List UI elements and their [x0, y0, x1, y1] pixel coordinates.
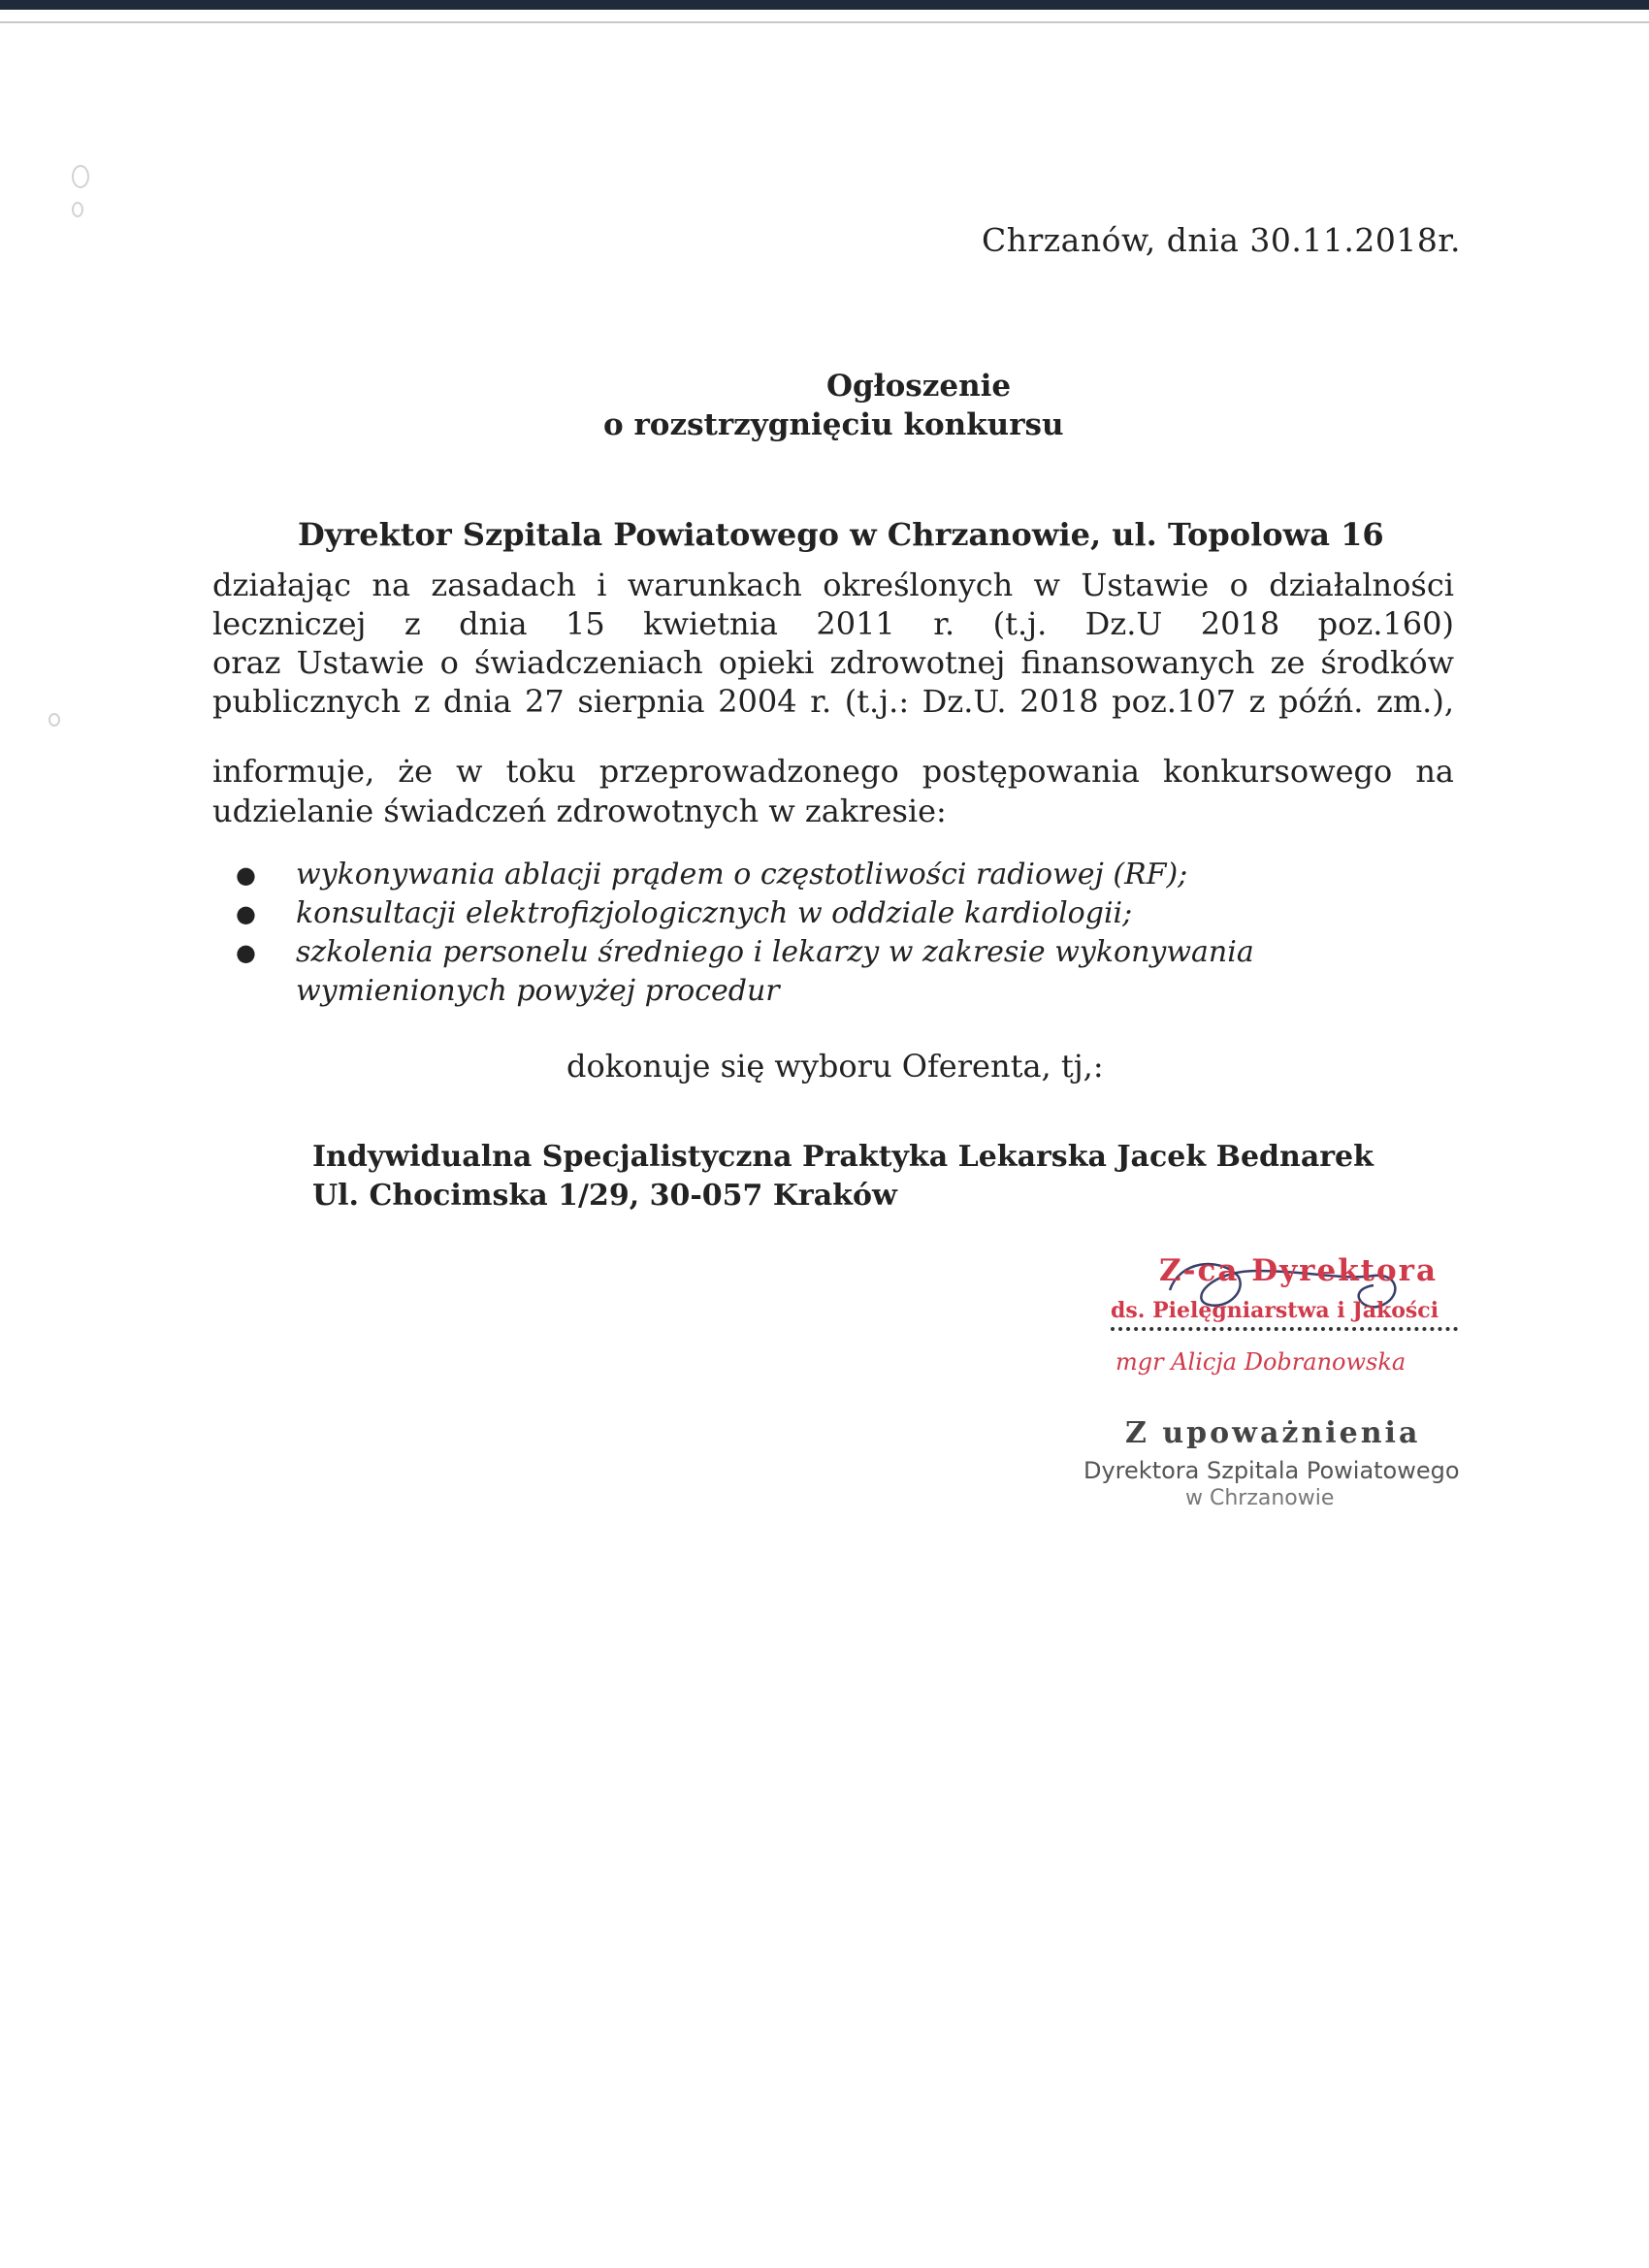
- authorization-stamp-line: w Chrzanowie: [1185, 1486, 1335, 1510]
- legal-basis-line: publicznych z dnia 27 sierpnia 2004 r. (t.j.: Dz.U. 2018 poz.107 z późń. zm.),: [212, 683, 1454, 720]
- scan-edge: [0, 0, 1649, 10]
- bullet-icon: ●: [236, 861, 256, 889]
- scope-item: ● wykonywania ablacji prądem o częstotliwości radiowej (RF);: [296, 856, 1254, 894]
- stamp-department: ds. Pielęgniarstwa i Jakości: [1111, 1298, 1439, 1323]
- scope-item: ● konsultacji elektrofizjologicznych w oddziale kardiologii;: [296, 894, 1254, 933]
- punch-hole-mark: [48, 713, 60, 727]
- punch-hole-mark: [72, 202, 83, 217]
- scope-item: ● szkolenia personelu średniego i lekarzy w zakresie wykonywania: [296, 933, 1254, 972]
- legal-basis-line: oraz Ustawie o świadczeniach opieki zdrowotnej finansowanych ze środków: [212, 644, 1454, 681]
- legal-basis-line: leczniczej z dnia 15 kwietnia 2011 r. (t.j. Dz.U 2018 poz.160): [212, 605, 1454, 642]
- winner-address: Ul. Chocimska 1/29, 30-057 Kraków: [312, 1179, 897, 1213]
- issuer-heading: Dyrektor Szpitala Powiatowego w Chrzanowie, ul. Topolowa 16: [298, 516, 1384, 553]
- authorization-stamp: Z upoważnienia: [1125, 1416, 1421, 1450]
- bullet-icon: ●: [236, 900, 256, 927]
- document-title: Ogłoszenie: [826, 369, 1012, 404]
- document-subtitle: o rozstrzygnięciu konkursu: [603, 407, 1064, 442]
- legal-basis-line: działając na zasadach i warunkach określonych w Ustawie o działalności: [212, 567, 1454, 603]
- punch-hole-mark: [72, 165, 89, 188]
- scan-line: [0, 21, 1649, 23]
- stamp-dotted-line: [1111, 1327, 1458, 1331]
- scope-item-continuation: wymienionych powyżej procedur: [296, 974, 780, 1008]
- scope-list: [236, 856, 1254, 1011]
- stamp-name: mgr Alicja Dobranowska: [1116, 1348, 1406, 1376]
- authorization-stamp-line: Dyrektora Szpitala Powiatowego: [1083, 1457, 1460, 1484]
- inform-line: informuje, że w toku przeprowadzonego postępowania konkursowego na: [212, 753, 1454, 790]
- place-date: Chrzanów, dnia 30.11.2018r.: [982, 221, 1461, 259]
- stamp-title: Z-ca Dyrektora: [1159, 1253, 1439, 1288]
- winner-name: Indywidualna Specjalistyczna Praktyka Lekarska Jacek Bednarek: [312, 1140, 1374, 1174]
- bullet-icon: ●: [236, 939, 256, 966]
- inform-line: udzielanie świadczeń zdrowotnych w zakresie:: [212, 793, 947, 829]
- selection-statement: dokonuje się wyboru Oferenta, tj,:: [566, 1048, 1104, 1085]
